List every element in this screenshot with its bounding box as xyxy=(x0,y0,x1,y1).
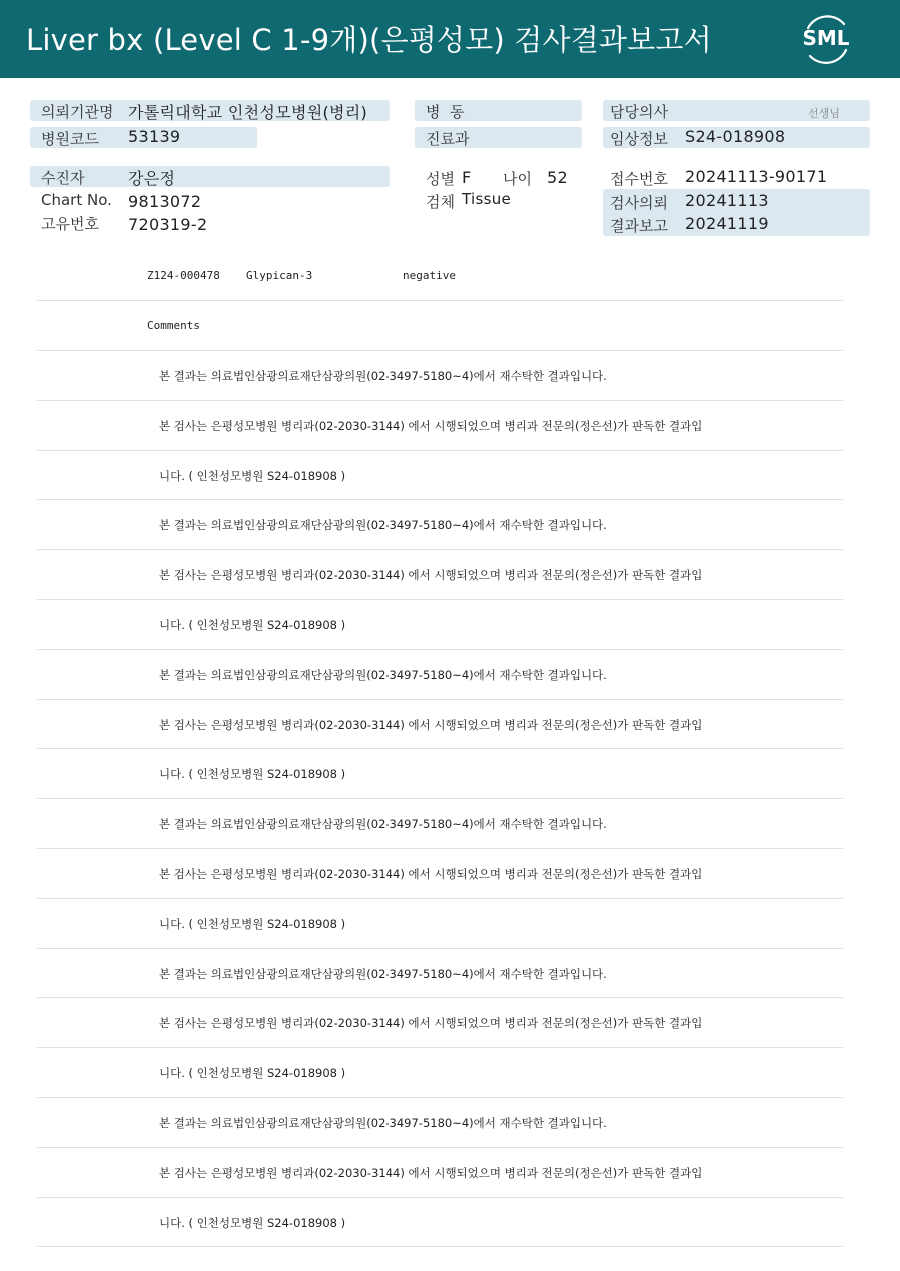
comment-line: 본 결과는 의료법인삼광의료재단삼광의원(02-3497-5180~4)에서 재수탁한 결과입니다. xyxy=(159,817,607,832)
unique-id-value: 720319-2 xyxy=(128,215,208,234)
comment-line: 본 검사는 은평성모병원 병리과(02-2030-3144) 에서 시행되었으며 병리과 전문의(정은선)가 판독한 결과입 xyxy=(159,867,703,881)
institution-label: 의뢰기관명 xyxy=(41,103,114,121)
row-divider xyxy=(37,400,843,401)
request-value: 20241113 xyxy=(685,191,769,210)
row-divider xyxy=(37,798,843,799)
comment-line: 본 결과는 의료법인삼광의료재단삼광의원(02-3497-5180~4)에서 재수탁한 결과입니다. xyxy=(159,369,607,383)
receipt-value: 20241113-90171 xyxy=(685,167,828,186)
doctor-suffix: 선생님 xyxy=(808,107,840,120)
row-divider xyxy=(37,848,843,849)
row-divider xyxy=(37,450,843,451)
comment-line: 본 검사는 은평성모병원 병리과(02-2030-3144) 에서 시행되었으며 병리과 전문의(정은선)가 판독한 결과입 xyxy=(159,568,703,583)
row-divider xyxy=(37,1097,843,1098)
row-divider xyxy=(37,748,843,749)
specimen-value: Tissue xyxy=(462,190,512,208)
comment-line: 니다. ( 인천성모병원 S24-018908 ) xyxy=(159,767,346,782)
comment-line: 니다. ( 인천성모병원 S24-018908 ) xyxy=(159,1066,346,1081)
row-divider xyxy=(37,1047,843,1048)
row-divider xyxy=(37,1246,843,1247)
comment-line: 본 검사는 은평성모병원 병리과(02-2030-3144) 에서 시행되었으며 병리과 전문의(정은선)가 판독한 결과입 xyxy=(159,418,703,433)
row-divider xyxy=(37,948,843,949)
comment-line: 본 결과는 의료법인삼광의료재단삼광의원(02-3497-5180~4)에서 재수탁한 결과입니다. xyxy=(159,1116,607,1130)
age-label: 나이 xyxy=(503,170,532,188)
report-title: Liver bx (Level C 1-9개)(은평성모) 검사결과보고서 xyxy=(26,23,712,57)
receipt-label: 접수번호 xyxy=(610,170,668,188)
comment-line: 본 검사는 은평성모병원 병리과(02-2030-3144) 에서 시행되었으며 병리과 전문의(정은선)가 판독한 결과입 xyxy=(159,1016,703,1031)
doctor-label: 담당의사 xyxy=(610,103,668,121)
comment-line: 니다. ( 인천성모병원 S24-018908 ) xyxy=(159,468,346,483)
chart-no-value: 9813072 xyxy=(128,192,202,211)
comment-line: 본 결과는 의료법인삼광의료재단삼광의원(02-3497-5180~4)에서 재수탁한 결과입니다. xyxy=(159,966,607,981)
row-divider xyxy=(37,1197,843,1198)
sex-label: 성별 xyxy=(426,170,455,188)
row-divider xyxy=(37,350,843,351)
row-divider xyxy=(37,1147,843,1148)
request-label: 검사의뢰 xyxy=(610,194,668,212)
ward-label: 병 동 xyxy=(426,103,465,121)
comment-line: 본 검사는 은평성모병원 병리과(02-2030-3144) 에서 시행되었으며 병리과 전문의(정은선)가 판독한 결과입 xyxy=(159,1165,703,1180)
hospital-code-label: 병원코드 xyxy=(41,130,99,148)
row-divider xyxy=(37,300,843,301)
report-value: 20241119 xyxy=(685,214,769,233)
unique-id-label: 고유번호 xyxy=(41,215,99,233)
hospital-code-value: 53139 xyxy=(128,127,181,146)
row-divider xyxy=(37,649,843,650)
row-divider xyxy=(37,599,843,600)
result-value: negative xyxy=(403,269,456,282)
sex-value: F xyxy=(462,168,472,187)
logo-text: SML xyxy=(802,26,850,50)
comment-line: 본 결과는 의료법인삼광의료재단삼광의원(02-3497-5180~4)에서 재수탁한 결과입니다. xyxy=(159,518,607,533)
comment-line: 니다. ( 인천성모병원 S24-018908 ) xyxy=(159,916,346,931)
report-label: 결과보고 xyxy=(610,217,668,235)
sml-logo xyxy=(798,12,854,66)
clinical-label: 임상정보 xyxy=(610,130,668,148)
specimen-label: 검체 xyxy=(426,193,455,211)
department-label: 진료과 xyxy=(426,130,470,148)
institution-value: 가톨릭대학교 인천성모병원(병리) xyxy=(128,103,368,122)
report-header xyxy=(0,0,900,78)
row-divider xyxy=(37,997,843,998)
row-divider xyxy=(37,499,843,500)
clinical-value: S24-018908 xyxy=(685,127,786,146)
comment-line: 니다. ( 인천성모병원 S24-018908 ) xyxy=(159,618,346,632)
comment-line: 본 검사는 은평성모병원 병리과(02-2030-3144) 에서 시행되었으며 병리과 전문의(정은선)가 판독한 결과입 xyxy=(159,717,703,732)
comment-line: 본 결과는 의료법인삼광의료재단삼광의원(02-3497-5180~4)에서 재수탁한 결과입니다. xyxy=(159,667,607,682)
comments-label: Comments xyxy=(147,319,200,332)
patient-value: 강은정 xyxy=(128,169,176,188)
age-value: 52 xyxy=(547,168,568,187)
patient-label: 수진자 xyxy=(41,169,85,187)
row-divider xyxy=(37,898,843,899)
result-code: Z124-000478 xyxy=(147,269,220,282)
comment-line: 니다. ( 인천성모병원 S24-018908 ) xyxy=(159,1215,346,1230)
row-divider xyxy=(37,549,843,550)
chart-no-label: Chart No. xyxy=(41,191,112,209)
row-divider xyxy=(37,699,843,700)
result-test-name: Glypican-3 xyxy=(246,269,313,282)
